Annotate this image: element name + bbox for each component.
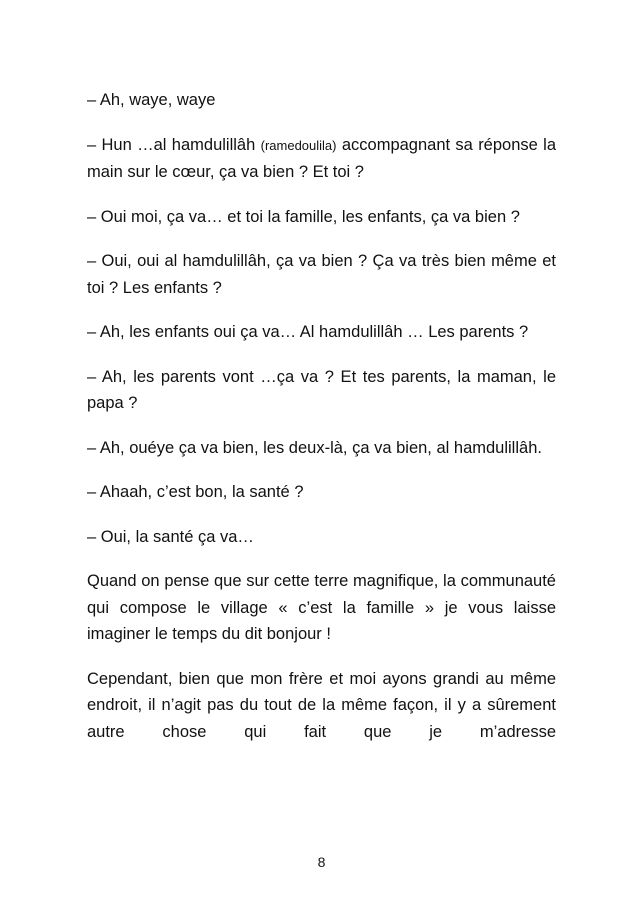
dialogue-line-5: – Ah, les enfants oui ça va… Al hamdulillâh … Les parents ? xyxy=(87,323,529,341)
narrative-paragraph-2: Cependant, bien que mon frère et moi ayons grandi au même endroit, il n’agit pas du tout de la même façon, il y a sûrement autre chose qui fait que je m’adresse xyxy=(87,669,556,741)
narrative-paragraph-1: Quand on pense que sur cette terre magnifique, la communauté qui compose le village « c’est la famille » je vous laisse imaginer le temps du dit bonjour ! xyxy=(87,572,556,643)
dialogue-line-8: – Ahaah, c’est bon, la santé ? xyxy=(87,483,304,501)
dialogue-line-2-start: – Hun …al hamdulillâh xyxy=(87,135,261,154)
dialogue-line-6: – Ah, les parents vont …ça va ? Et tes parents, la maman, le papa ? xyxy=(87,367,556,412)
body-text xyxy=(87,87,556,763)
dialogue-line-4: – Oui, oui al hamdulillâh, ça va bien ? Ça va très bien même et toi ? Les enfants ? xyxy=(87,252,556,297)
dialogue-line-9: – Oui, la santé ça va… xyxy=(87,527,254,546)
pronunciation-note: (ramedoulila) xyxy=(260,137,337,153)
dialogue-line-1: – Ah, waye, waye xyxy=(87,91,216,109)
dialogue-line-7: – Ah, ouéye ça va bien, les deux-là, ça va bien, al hamdulillâh. xyxy=(87,438,542,457)
page-number: 8 xyxy=(317,854,326,870)
dialogue-line-2 xyxy=(87,132,556,186)
dialogue-line-3: – Oui moi, ça va… et toi la famille, les enfants, ça va bien ? xyxy=(87,207,520,226)
dialogue-line-2-end: accompagnant sa réponse la main sur le cœur, ça va bien ? Et toi ? xyxy=(87,135,556,181)
